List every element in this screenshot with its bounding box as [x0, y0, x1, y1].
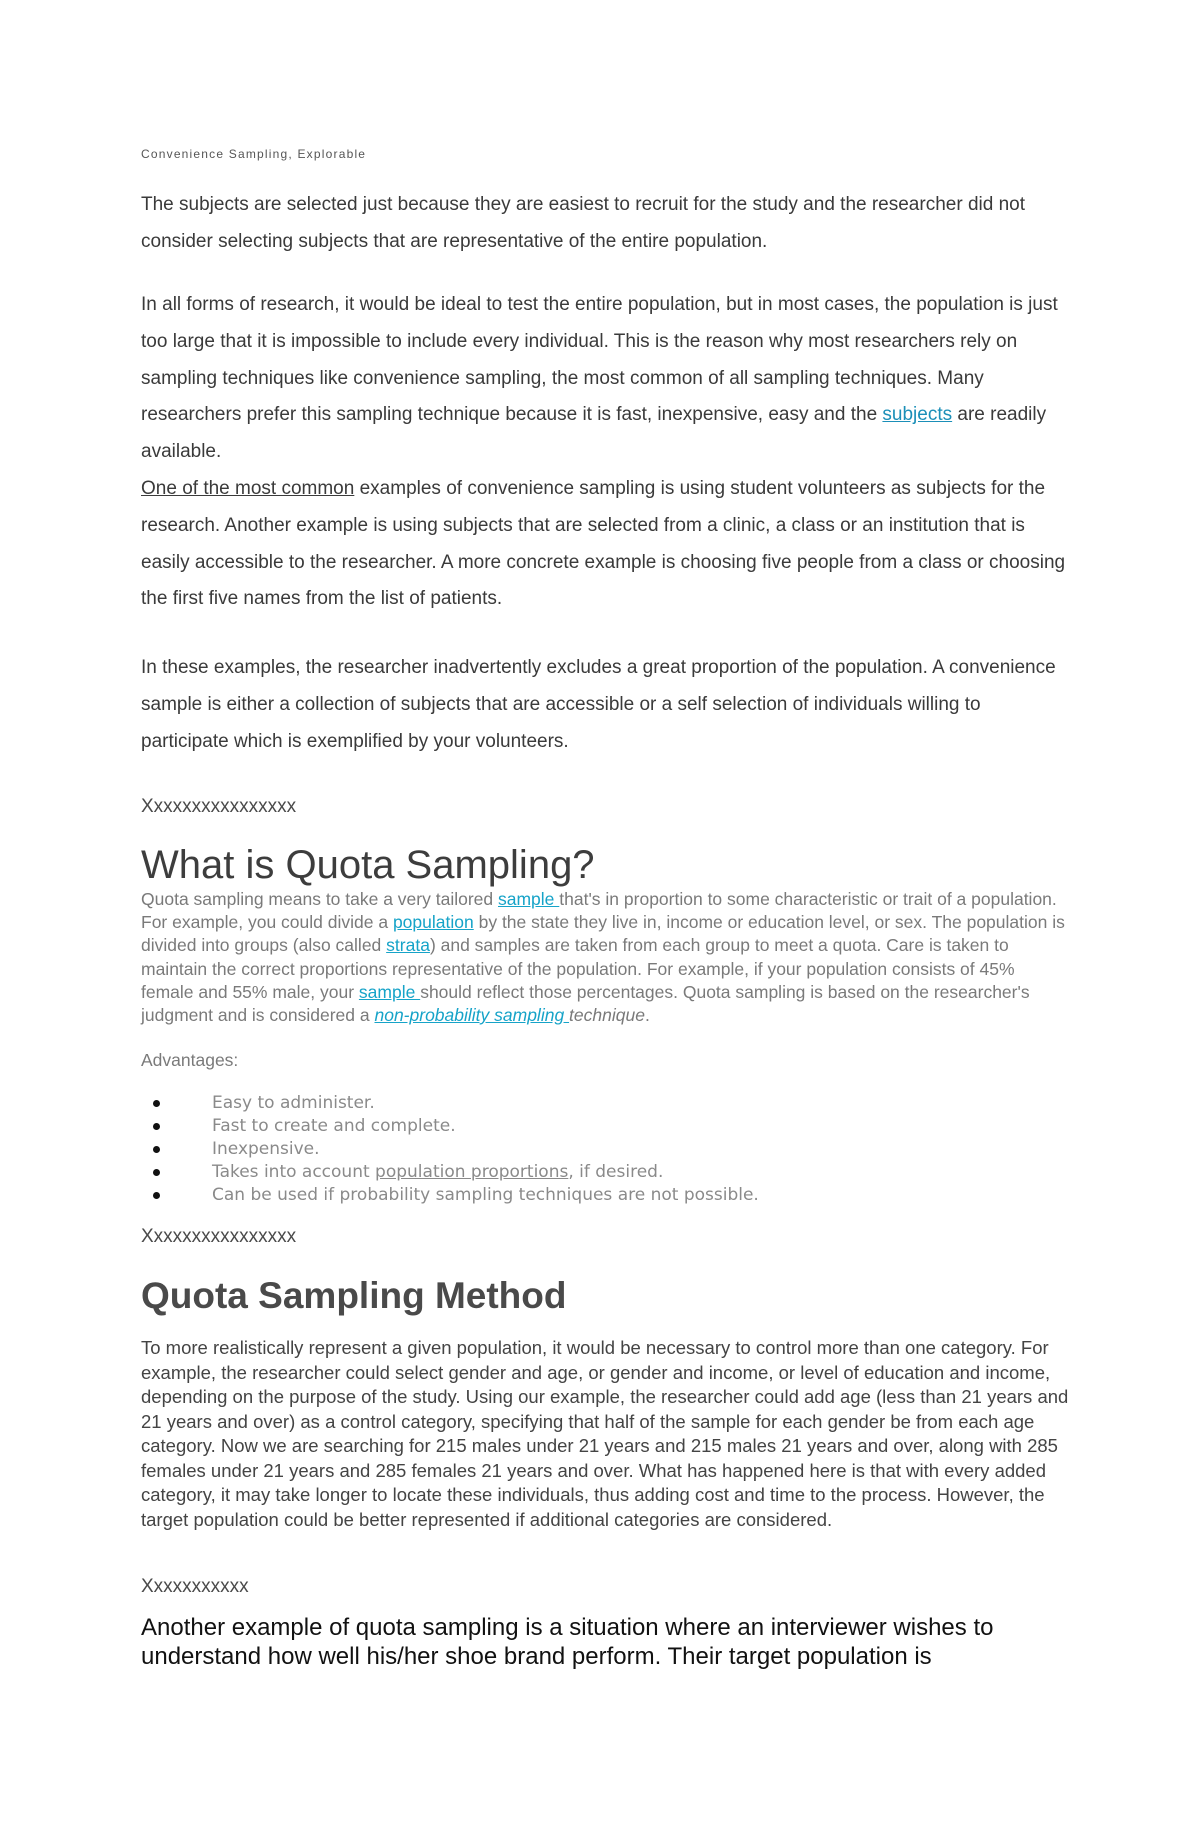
separator-3: Xxxxxxxxxxx [141, 1576, 249, 1597]
convenience-paragraph-1: The subjects are selected just because they are easiest to recruit for the study and the researcher did not consider selecting subjects that are representative of the entire population. [141, 194, 1025, 252]
bullet-icon [153, 1192, 160, 1199]
method-title: Quota Sampling Method [141, 1275, 567, 1316]
quota-text-3: by the state they live in, income or education level, or sex. The population is divided into groups (also called [141, 912, 1065, 956]
convenience-paragraph-3 [141, 471, 1071, 618]
quota-text-6: technique [569, 1005, 645, 1026]
subjects-link[interactable]: subjects [882, 404, 953, 426]
para2-text-after: are readily available. [141, 404, 1047, 463]
method-paragraph: To more realistically represent a given population, it would be necessary to control more than one category. For example, the researcher could select gender and age, or gender and income, or level of education and income, depending on the purpose of the study. Using our example, the researcher could add age (less than 21 years and 21 years and over) as a control category, specifying that half of the sample for each gender be from each age category. Now we are searching for 215 males under 21 years and 215 males 21 years and over, along with 285 females under 21 years and 285 females 21 years and over. What has happened here is that with every added category, it may take longer to locate these individuals, thus adding cost and time to the process. However, the target population could be better represented if additional categories are considered. [141, 1337, 1069, 1530]
advantage-item [141, 1138, 759, 1161]
bullet-icon [153, 1100, 160, 1107]
strata-link[interactable]: strata [386, 935, 430, 956]
advantages-label: Advantages: [141, 1050, 239, 1070]
quota-text-4: ) and samples are taken from each group to meet a quota. Care is taken to maintain the correct proportions representative of the population. For example, if your population consists of 45% female and 55% male, your [141, 935, 1015, 1002]
advantage-text: Takes into account [212, 1162, 376, 1182]
quota-text-7: . [644, 1005, 650, 1026]
sample-link-1[interactable]: sample [498, 889, 560, 909]
advantage-text: Inexpensive. [212, 1139, 320, 1159]
advantage-item [141, 1161, 759, 1184]
advantage-item [141, 1184, 759, 1207]
example-paragraph: Another example of quota sampling is a situation where an interviewer wishes to understand how well his/her shoe brand perform. Their target population is [141, 1614, 994, 1670]
advantage-text: Easy to administer. [212, 1093, 375, 1113]
population-proportions-link[interactable]: population proportions [375, 1162, 569, 1182]
quota-title: What is Quota Sampling? [141, 843, 595, 887]
quota-paragraph [141, 888, 1071, 1027]
source-label: Convenience Sampling, Explorable [141, 147, 367, 161]
quota-text-5: should reflect those percentages. Quota sampling is based on the researcher's judgment and is considered a [141, 981, 1030, 1026]
para2-text-before: In all forms of research, it would be ideal to test the entire population, but in most cases, the population is just too large that it is impossible to include every individual. This is the reason why most researchers rely on sampling techniques like convenience sampling, the most common of all sampling techniques. Many researchers prefer this sampling technique because it is fast, inexpensive, easy and the [141, 294, 1058, 426]
most-common-underlined: One of the most common [141, 478, 355, 499]
non-probability-sampling-link[interactable]: non-probability sampling [374, 1005, 570, 1026]
advantage-text-after: , if desired. [568, 1162, 664, 1182]
advantage-text: Fast to create and complete. [212, 1116, 456, 1136]
convenience-paragraph-2 [141, 287, 1071, 471]
quota-text-2: that's in proportion to some characteristic or trait of a population. For example, you could divide a [141, 889, 1057, 933]
separator-2: Xxxxxxxxxxxxxxxx [141, 1226, 297, 1247]
advantage-item [141, 1092, 759, 1115]
advantage-text: Can be used if probability sampling techniques are not possible. [212, 1185, 759, 1205]
para3-text: examples of convenience sampling is using student volunteers as subjects for the research. Another example is using subjects that are selected from a clinic, a class or an institution that is easily accessible to the researcher. A more concrete example is choosing five people from a class or choosing the first five names from the list of patients. [141, 478, 1066, 610]
bullet-icon [153, 1123, 160, 1130]
bullet-icon [153, 1169, 160, 1176]
sample-link-2[interactable]: sample [358, 981, 421, 1002]
population-link[interactable]: population [392, 912, 474, 933]
quota-text-1: Quota sampling means to take a very tailored [141, 889, 498, 909]
convenience-paragraph-4: In these examples, the researcher inadvertently excludes a great proportion of the population. A convenience sample is either a collection of subjects that are accessible or a self selection of individuals willing to participate which is exemplified by your volunteers. [141, 657, 1056, 752]
bullet-icon [153, 1146, 160, 1153]
advantage-item [141, 1115, 759, 1138]
separator-1: Xxxxxxxxxxxxxxxx [141, 796, 297, 817]
advantages-list [141, 1092, 759, 1207]
